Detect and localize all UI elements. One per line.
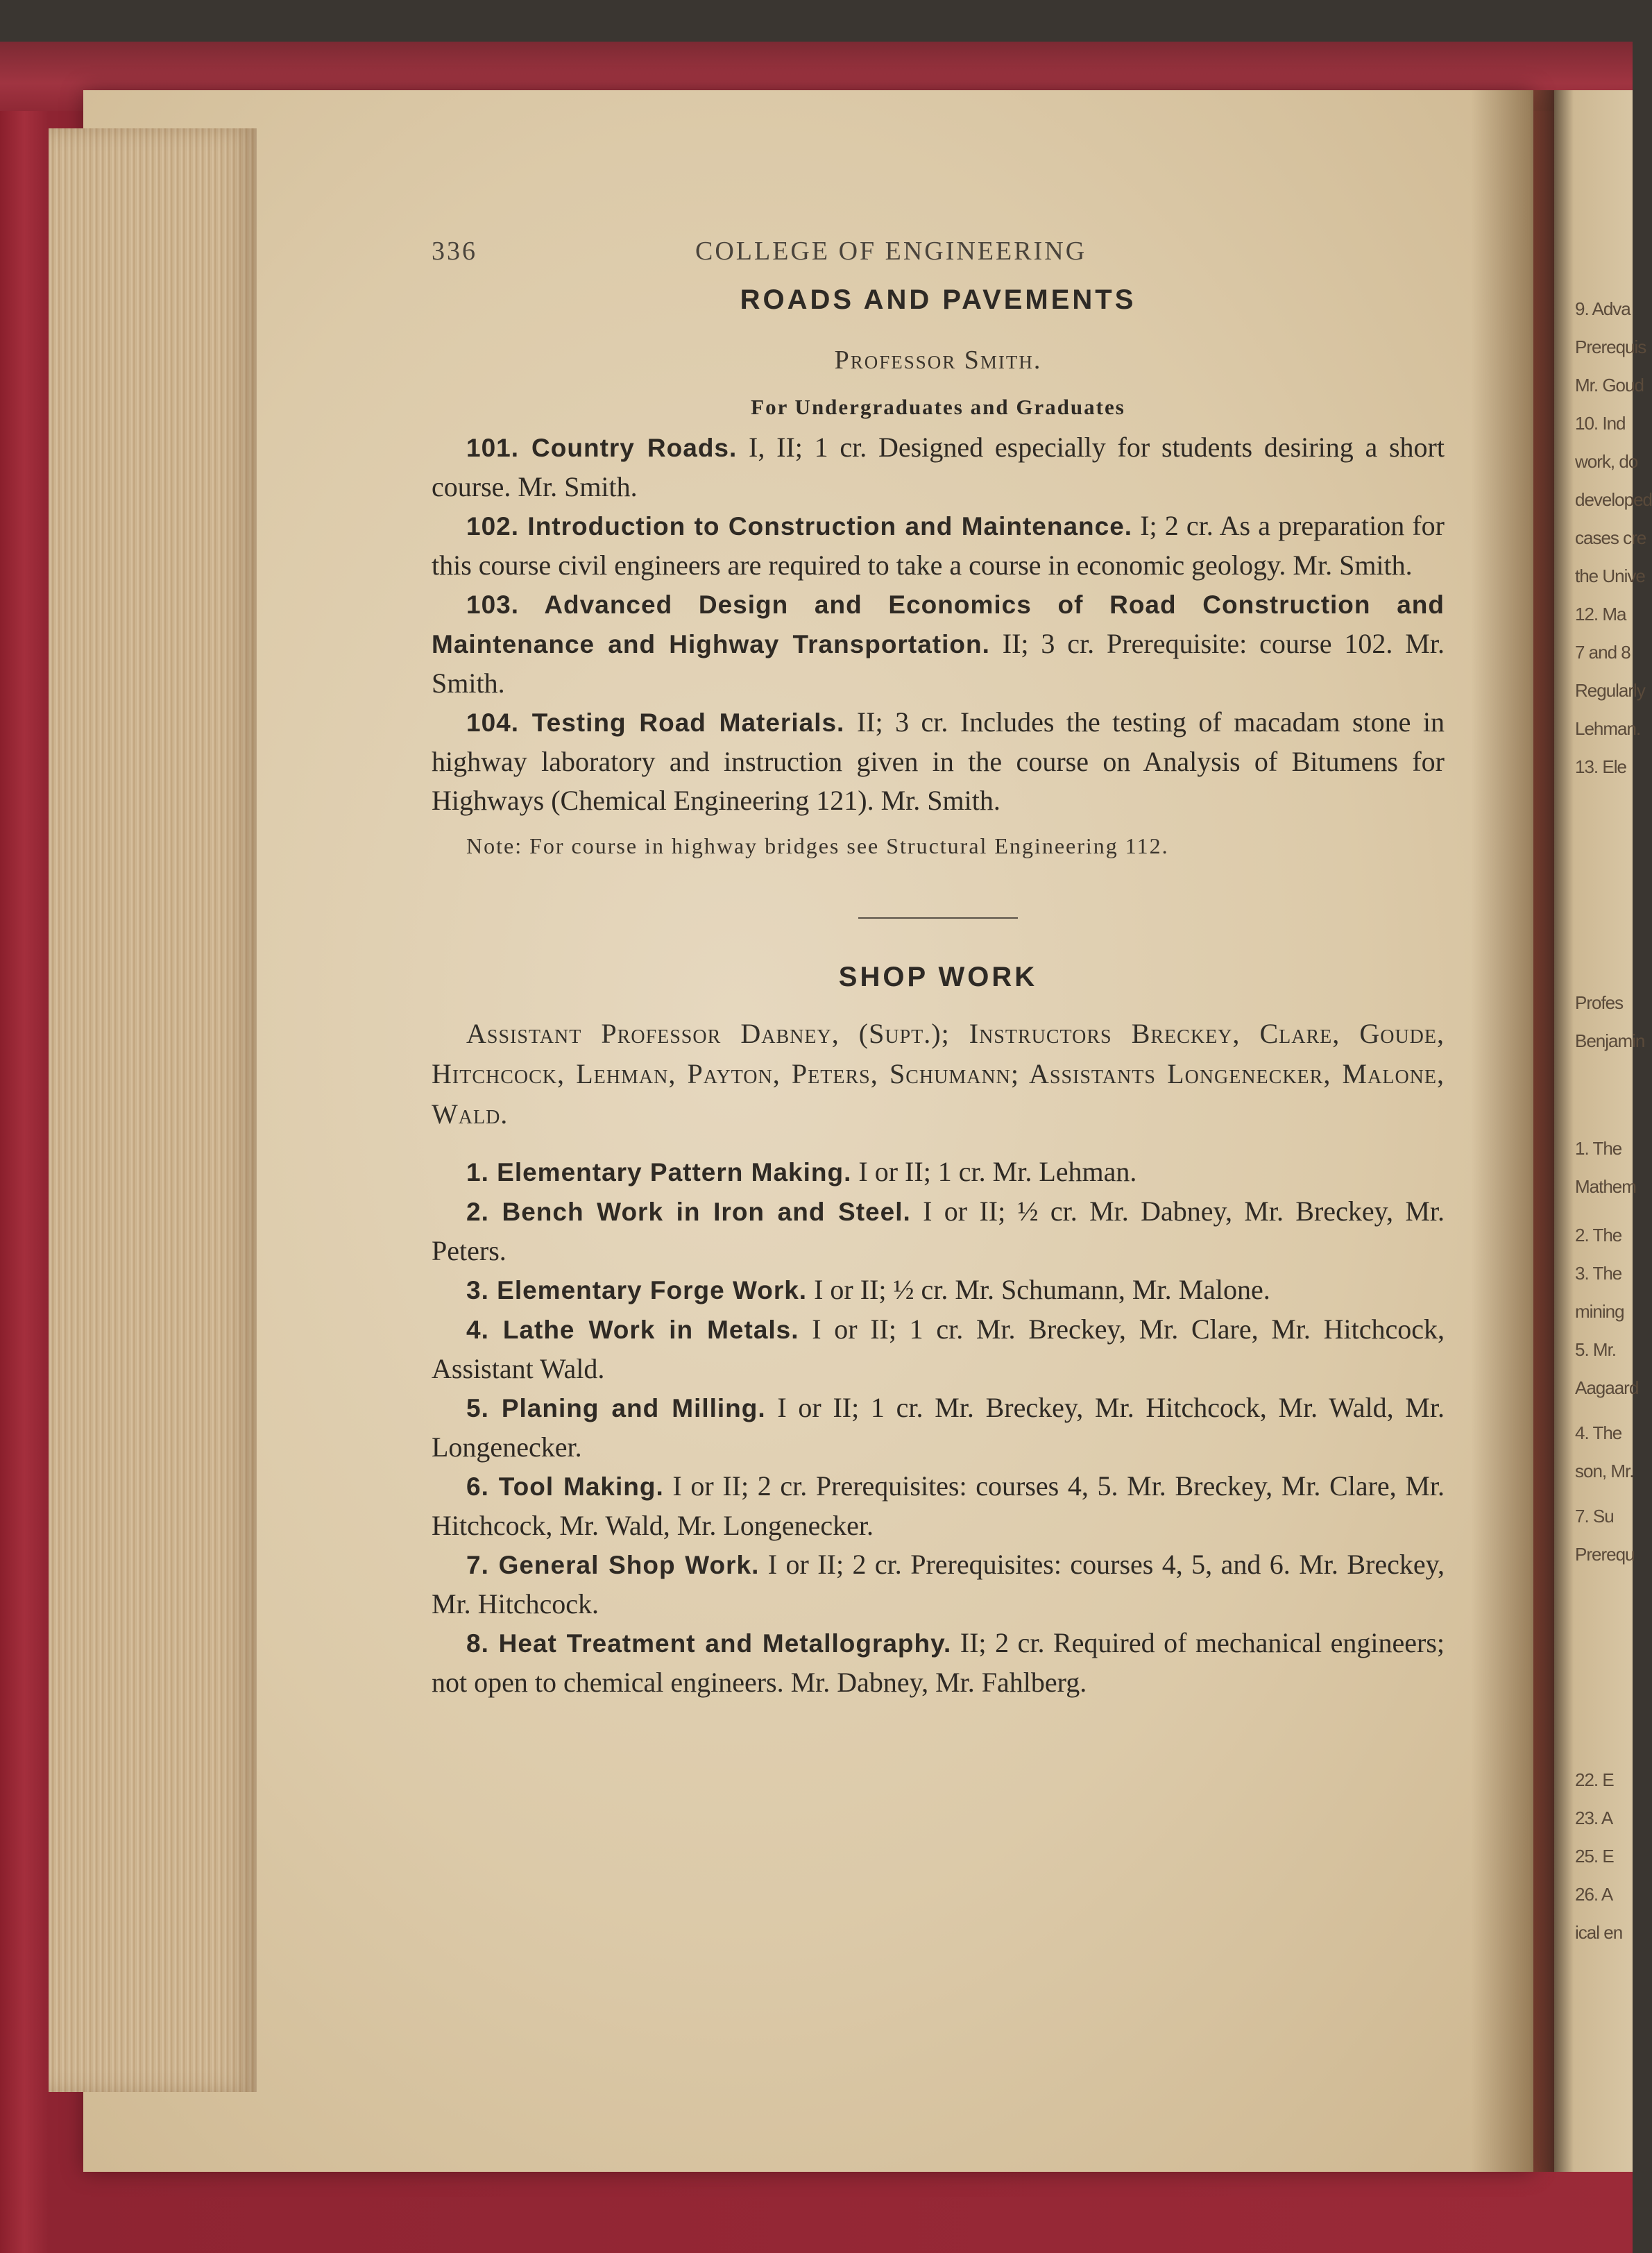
facing-page-text: 4. The <box>1575 1422 1622 1443</box>
course-title: 6. Tool Making. <box>466 1472 664 1501</box>
course-title: 101. Country Roads. <box>466 434 738 462</box>
course-entry <box>432 428 1445 507</box>
facing-page-text: 12. Ma <box>1575 604 1626 624</box>
course-title: 5. Planing and Milling. <box>466 1394 766 1422</box>
course-entry <box>432 1153 1445 1192</box>
facing-page-text: Mr. Goud <box>1575 375 1644 396</box>
roads-faculty: Professor Smith. <box>834 346 1042 375</box>
course-description: I or II; 1 cr. Mr. Lehman. <box>851 1156 1137 1187</box>
course-entry <box>432 1467 1445 1545</box>
facing-page-text: 13. Ele <box>1575 756 1626 777</box>
course-entry <box>432 1192 1445 1270</box>
facing-page-fragment <box>1554 90 1652 2172</box>
course-description: I or II; 2 cr. Prerequisites: courses 4, 5, and 6. Mr. Breckey, Mr. Hitchcock. <box>432 1549 1445 1619</box>
facing-page-text: work, do <box>1575 451 1638 472</box>
course-entry <box>432 1624 1445 1702</box>
facing-page-text: Profes <box>1575 992 1624 1013</box>
facing-page-text: 26. A <box>1575 1884 1613 1905</box>
facing-page-text: the Unive <box>1575 566 1645 586</box>
facing-page-text: 7. Su <box>1575 1506 1614 1527</box>
facing-page-text: 5. Mr. <box>1575 1339 1617 1360</box>
course-entry <box>432 1545 1445 1624</box>
facing-page-text: 25. E <box>1575 1846 1614 1867</box>
course-description: I or II; 1 cr. Mr. Breckey, Mr. Clare, Mr. Hitchcock, Assistant Wald. <box>432 1313 1445 1384</box>
page-number: 336 <box>432 237 477 266</box>
section-divider <box>858 917 1018 919</box>
course-entry <box>432 1310 1445 1388</box>
facing-page-text: 2. The <box>1575 1225 1622 1245</box>
facing-page-text: Mathem <box>1575 1176 1636 1197</box>
facing-page-text: 1. The <box>1575 1138 1622 1159</box>
gutter-shadow <box>1471 90 1554 2172</box>
course-description: I, II; 1 cr. Designed especially for students desiring a short course. Mr. Smith. <box>432 432 1445 502</box>
course-title: 102. Introduction to Construction and Maintenance. <box>466 512 1133 541</box>
course-title: 7. General Shop Work. <box>466 1551 760 1579</box>
course-entry <box>432 1270 1445 1310</box>
facing-page-text: Benjamin <box>1575 1030 1645 1051</box>
course-title: 2. Bench Work in Iron and Steel. <box>466 1198 911 1226</box>
course-entry <box>432 507 1445 585</box>
facing-page-text: 10. Ind <box>1575 413 1626 434</box>
facing-page-text: Regularly <box>1575 680 1645 701</box>
course-title: 103. Advanced Design and Economics of Road Construction and Maintenance and Highway Transportation. <box>432 590 1445 658</box>
course-description: I or II; 1 cr. Mr. Breckey, Mr. Hitchcock, Mr. Wald, Mr. Longenecker. <box>432 1392 1445 1463</box>
course-description: II; 3 cr. Prerequisite: course 102. Mr. Smith. <box>432 628 1445 699</box>
roads-heading: ROADS AND PAVEMENTS <box>740 284 1136 315</box>
facing-page-text: ical en <box>1575 1922 1623 1943</box>
facing-page-text: 3. The <box>1575 1263 1622 1284</box>
facing-page-text: mining <box>1575 1301 1624 1322</box>
shop-heading: SHOP WORK <box>838 962 1038 992</box>
facing-page-text: 23. A <box>1575 1808 1613 1828</box>
facing-page-text: Lehman. <box>1575 718 1641 739</box>
facing-page-text: Prerequis <box>1575 337 1646 357</box>
shop-faculty: Assistant Professor Dabney, (Supt.); Instructors Breckey, Clare, Goude, Hitchcock, Lehman, Payton, Peters, Schumann; Assistants Longenecker, Malone, Wald. <box>432 1018 1445 1130</box>
facing-page-text: 22. E <box>1575 1769 1614 1790</box>
page-edges <box>49 128 257 2092</box>
facing-page-text: Aagaard <box>1575 1377 1639 1398</box>
course-entry <box>432 703 1445 820</box>
course-description: II; 2 cr. Required of mechanical engineers; not open to chemical engineers. Mr. Dabney, Mr. Fahlberg. <box>432 1627 1445 1698</box>
facing-page-text: cases cre <box>1575 527 1646 548</box>
facing-page-text: Prerequ <box>1575 1544 1635 1565</box>
roads-subheading: For Undergraduates and Graduates <box>751 395 1125 419</box>
course-title: 8. Heat Treatment and Metallography. <box>466 1629 952 1658</box>
facing-page-text: 9. Adva <box>1575 298 1630 319</box>
course-title: 1. Elementary Pattern Making. <box>466 1158 852 1187</box>
course-description: II; 3 cr. Includes the testing of macadam stone in highway laboratory and instruction given in the course on Analysis of Bitumens for Highways (Chemical Engineering 121). Mr. Smith. <box>432 706 1445 816</box>
facing-page-text: developed <box>1575 489 1652 510</box>
facing-page-text: 7 and 8 <box>1575 642 1630 663</box>
course-entry <box>432 585 1445 703</box>
facing-page-text: son, Mr. <box>1575 1461 1634 1481</box>
course-entry <box>432 1388 1445 1467</box>
course-title: 104. Testing Road Materials. <box>466 708 845 737</box>
course-description: I or II; 2 cr. Prerequisites: courses 4, 5. Mr. Breckey, Mr. Clare, Mr. Hitchcock, Mr. Wald, Mr. Longenecker. <box>432 1470 1445 1541</box>
running-head <box>432 236 1445 278</box>
course-title: 3. Elementary Forge Work. <box>466 1276 808 1304</box>
course-description: I or II; ½ cr. Mr. Dabney, Mr. Breckey, Mr. Peters. <box>432 1196 1445 1266</box>
page-content <box>432 236 1445 1702</box>
running-title: COLLEGE OF ENGINEERING <box>695 237 1087 266</box>
course-description: I; 2 cr. As a preparation for this course civil engineers are required to take a course in economic geology. Mr. Smith. <box>432 510 1445 581</box>
course-description: I or II; ½ cr. Mr. Schumann, Mr. Malone. <box>807 1274 1270 1305</box>
course-title: 4. Lathe Work in Metals. <box>466 1316 799 1344</box>
roads-note: Note: For course in highway bridges see Structural Engineering 112. <box>466 833 1169 858</box>
